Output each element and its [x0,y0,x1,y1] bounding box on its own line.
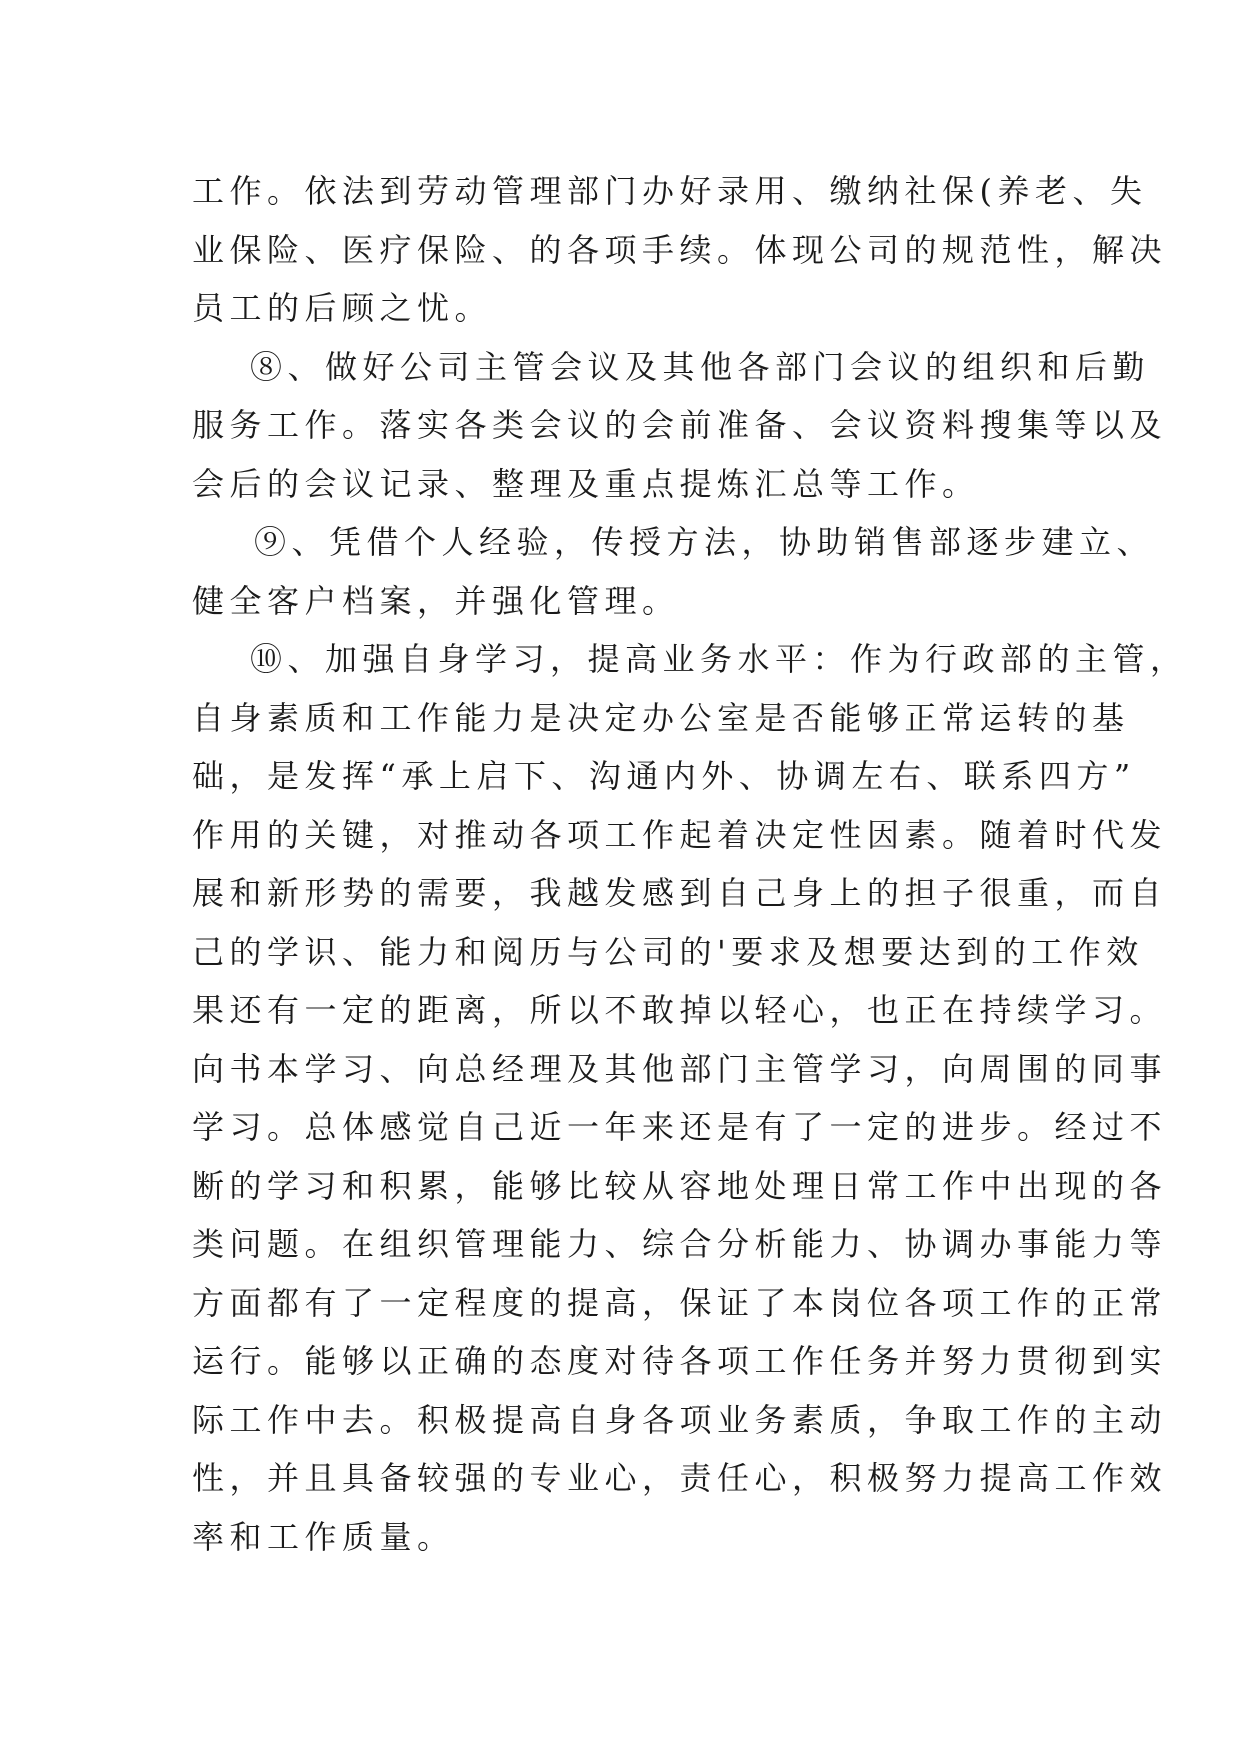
text-line: 础，是发挥“承上启下、沟通内外、协调左右、联系四方” [192,757,1136,795]
text-line: 断的学习和积累，能够比较从容地处理日常工作中出现的各 [192,1166,1168,1205]
text-line: 业保险、医疗保险、的各项手续。体现公司的规范性，解决 [192,230,1168,269]
text-line: 展和新形势的需要，我越发感到自己身上的担子很重，而自 [192,874,1168,912]
text-line: 服务工作。落实各类会议的会前准备、会议资料搜集等以及 [192,406,1168,444]
text-line: 工作。依法到劳动管理部门办好录用、缴纳社保(养老、失 [192,172,1148,210]
text-line: 类问题。在组织管理能力、综合分析能力、协调办事能力等 [192,1225,1168,1263]
paragraph-start-8: ⑧、做好公司主管会议及其他各部门会议的组织和后勤 [250,347,1151,386]
paragraph-start-9: ⑨、凭借个人经验，传授方法，协助销售部逐步建立、 [254,523,1155,561]
text-line: 健全客户档案，并强化管理。 [192,581,680,620]
document-page [192,162,1188,1566]
text-line: 果还有一定的距离，所以不敢掉以轻心，也正在持续学习。 [192,991,1168,1029]
text-line: 员工的后顾之忧。 [192,289,493,327]
text-line: 性，并且具备较强的专业心，责任心，积极努力提高工作效 [192,1459,1168,1497]
text-line: 会后的会议记录、整理及重点提炼汇总等工作。 [192,464,980,503]
text-line: 运行。能够以正确的态度对待各项工作任务并努力贯彻到实 [192,1342,1168,1380]
text-line: 作用的关键，对推动各项工作起着决定性因素。随着时代发 [192,815,1168,854]
paragraph-start-10: ⑩、加强自身学习，提高业务水平：作为行政部的主管， [250,640,1188,678]
text-line: 方面都有了一定程度的提高，保证了本岗位各项工作的正常 [192,1283,1168,1322]
text-line: 向书本学习、向总经理及其他部门主管学习，向周围的同事 [192,1049,1168,1088]
text-line: 己的学识、能力和阅历与公司的'要求及想要达到的工作效 [192,932,1144,971]
text-line: 学习。总体感觉自己近一年来还是有了一定的进步。经过不 [192,1108,1168,1146]
text-line: 自身素质和工作能力是决定办公室是否能够正常运转的基 [192,698,1130,737]
text-line: 率和工作质量。 [192,1517,455,1556]
text-line: 际工作中去。积极提高自身各项业务素质，争取工作的主动 [192,1400,1168,1439]
